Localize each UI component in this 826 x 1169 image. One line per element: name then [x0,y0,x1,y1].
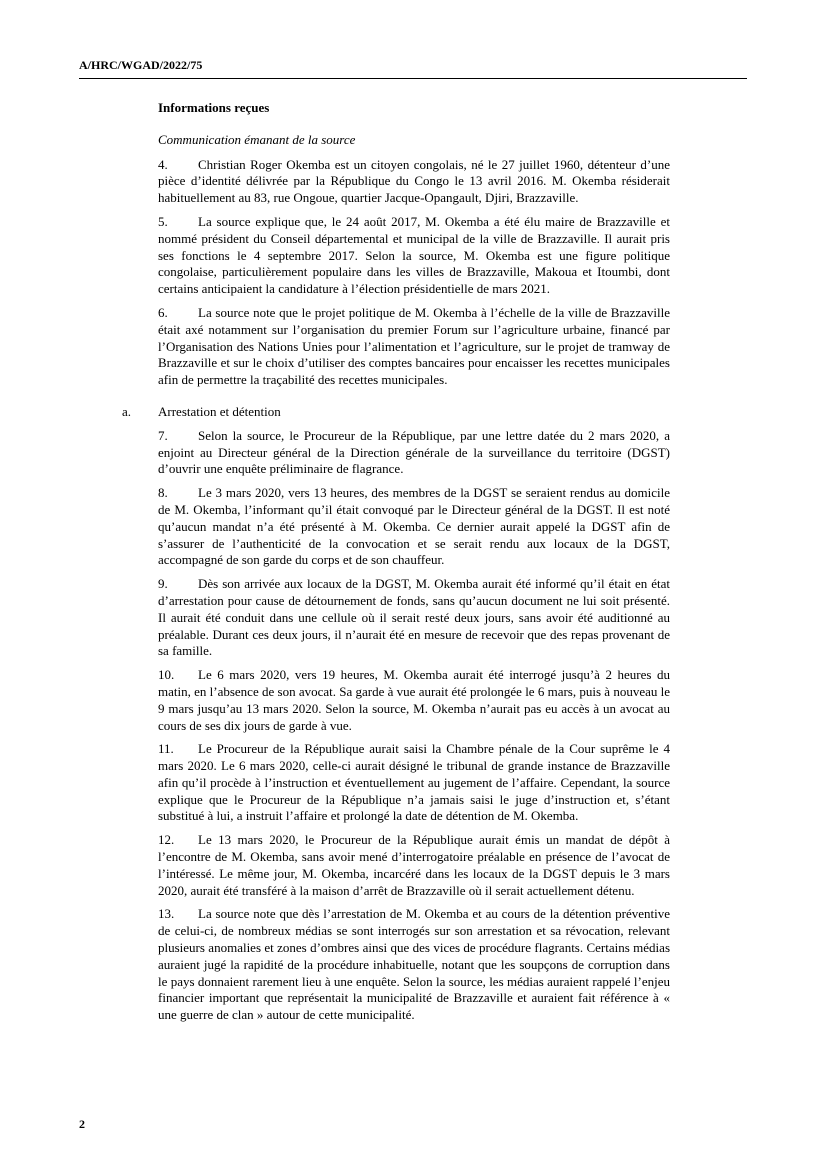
paragraph-text: Le 6 mars 2020, vers 19 heures, M. Okemba aurait été interrogé jusqu’à 2 heures du matin, en l’absence de son avocat. Sa garde à vue aurait été prolongée le 6 mars, puis à nouveau le 9 mars jusqu’au 13 mars 2020. Selon la source, M. Okemba n’aurait pas eu accès à un avocat au cours de ses dix jours de garde à vue. [158,667,670,733]
paragraph-number: 6. [158,304,168,320]
paragraph-text: La source note que dès l’arrestation de M. Okemba et au cours de la détention préventive de celui-ci, de nombreux médias se sont interrogés sur son arrestation et sa révocation, relevant plusieurs anomalies et zones d’ombres ainsi que des vices de procédure flagrants. Certains médias auraient jugé la rapidité de la procédure inhabituelle, notant que les soupçons de corruption dans le pays donnaient rarement lieu à une enquête. Selon la source, les médias auraient rappelé l’enjeu financier important que représentait la municipalité de Brazzaville et auraient fait référence à « une guerre de clan » autour de cette municipalité. [158,906,670,1023]
paragraph-4 [158,157,670,207]
document-symbol: A/HRC/WGAD/2022/75 [79,58,203,72]
paragraph-13 [158,906,670,1024]
paragraph-number: 12. [158,832,175,848]
paragraph-number: 13. [158,906,175,922]
paragraph-number: 8. [158,485,168,501]
subsection-marker: a. [122,403,132,419]
paragraph-10 [158,667,670,734]
paragraph-number: 11. [158,741,174,757]
paragraph-text: Selon la source, le Procureur de la République, par une lettre datée du 2 mars 2020, a enjoint au Directeur général de la Direction générale de la surveillance du territoire (DGST) d’ouvrir une enquête préliminaire de flagrance. [158,427,670,477]
paragraph-text: La source explique que, le 24 août 2017, M. Okemba a été élu maire de Brazzaville et nommé président du Conseil départemental et municipal de la ville de Brazzaville. Il aurait pris ses fonctions le 4 septembre 2017. Selon la source, M. Okemba est une figure politique congolaise, particulièrement populaire dans les villes de Brazzaville, Makoua et Itoumbi, dont certains anticipaient la candidature à l’élection présidentielle de mars 2021. [158,213,670,297]
paragraph-number: 4. [158,156,168,172]
paragraph-6 [158,305,670,389]
paragraph-text: Dès son arrivée aux locaux de la DGST, M. Okemba aurait été informé qu’il était en état d’arrestation pour cause de détournement de fonds, sans qu’aucun document ne lui soit présenté. Il aurait été conduit dans une cellule où il serait resté deux jours, sans avoir été auditionné au préalable. Durant ces deux jours, il n’aurait été en mesure de recevoir que des repas provenant de sa famille. [158,576,670,659]
page-number: 2 [79,1117,85,1131]
paragraph-12 [158,832,670,899]
subsection-title: Arrestation et détention [158,403,281,419]
paragraph-7 [158,428,670,478]
paragraph-text: Le 13 mars 2020, le Procureur de la République aurait émis un mandat de dépôt à l’encontre de M. Okemba, sans avoir mené d’interrogatoire préalable en présence de l’avocat de l’intéressé. Le même jour, M. Okemba, incarcéré dans les locaux de la DGST depuis le 3 mars 2020, aurait été transféré à la maison d’arrêt de Brazzaville où il serait actuellement détenu. [158,832,670,898]
paragraph-text: La source note que le projet politique de M. Okemba à l’échelle de la ville de Brazzaville était axé notamment sur l’organisation du premier Forum sur l’agriculture urbaine, financé par l’Organisation des Nations Unies pour l’alimentation et l’agriculture, sur le projet de tramway de Brazzaville et sur le choix d’utiliser des comptes bancaires pour encaisser les recettes municipales afin de permettre la traçabilité des recettes municipales. [158,304,670,388]
paragraph-5 [158,214,670,298]
paragraph-number: 10. [158,667,175,683]
paragraph-number: 5. [158,213,168,229]
section-subheading: Communication émanant de la source [158,131,356,147]
document-body [122,100,670,1031]
paragraph-11 [158,741,670,825]
section-heading: Informations reçues [158,100,270,115]
paragraph-8 [158,485,670,569]
header-rule [79,78,747,79]
subsection-heading [122,403,670,421]
paragraph-9 [158,576,670,660]
paragraph-text: Le 3 mars 2020, vers 13 heures, des membres de la DGST se seraient rendus au domicile de M. Okemba, l’informant qu’il était convoqué par le Directeur général de la DGST. Il est noté qu’aucun mandat n’a été présenté à M. Okemba. Ce dernier aurait appelé la DGST afin de s’assurer de l’authenticité de la convocation et se serait rendu aux locaux de la DGST, accompagné de son garde du corps et de son chauffeur. [158,485,670,568]
paragraph-number: 9. [158,576,168,592]
paragraph-text: Le Procureur de la République aurait saisi la Chambre pénale de la Cour suprême le 4 mars 2020. Le 6 mars 2020, celle-ci aurait désigné le tribunal de grande instance de Brazzaville afin qu’il procède à l’instruction et éventuellement au jugement de l’affaire. Cependant, la source explique que le Procureur de la République n’a jamais saisi le juge d’instruction et, s’étant substitué à lui, a instruit l’affaire et prolongé la date de détention de M. Okemba. [158,741,670,824]
paragraph-text: Christian Roger Okemba est un citoyen congolais, né le 27 juillet 1960, détenteur d’une pièce d’identité délivrée par la République du Congo le 13 avril 2016. M. Okemba résiderait habituellement au 83, rue Ongoue, quartier Jacque-Opangault, Djiri, Brazzaville. [158,156,670,206]
paragraph-number: 7. [158,427,168,443]
